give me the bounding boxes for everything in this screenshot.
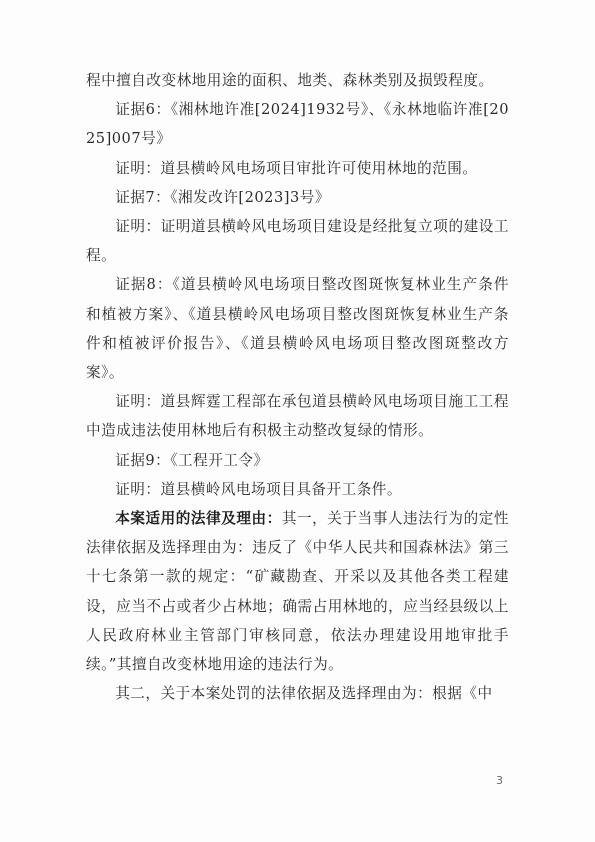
paragraph-evidence-9: 证据9：《工程开工令》 <box>115 451 269 469</box>
paragraph-applicable-law <box>86 504 509 679</box>
applicable-law-text: 其一，关于当事人违法行为的定性法律依据及选择理由为：违反了《中华人民共和国森林法》第三十七条第一款的规定：“矿藏勘查、开采以及其他各类工程建设，应当不占或者少占林地；确需占用林地的，应当经县级以上人民政府林业主管部门审核同意，依法办理建设用地审批手续。”其擅自改变林地用途的违法行为。 <box>86 510 509 674</box>
paragraph-evidence-8: 证据8：《道县横岭风电场项目整改图斑恢复林业生产条件和植被方案》、《道县横岭风电场项目整改图斑恢复林业生产条件和植被评价报告》、《道县横岭风电场项目整改图斑整改方案》。 <box>86 276 509 382</box>
paragraph-proof-9: 证明：道县横岭风电场项目具备开工条件。 <box>115 480 402 498</box>
paragraph-proof-8: 证明：道县辉霆工程部在承包道县横岭风电场项目施工工程中造成违法使用林地后有积极主动整改复绿的情形。 <box>86 393 509 440</box>
paragraph-evidence-6: 证据6：《湘林地许准[2024]1932号》、《永林地临许准[2025]007号》 <box>86 101 509 148</box>
page-number: 3 <box>496 774 503 787</box>
paragraph-proof-7: 证明：证明道县横岭风电场项目建设是经批复立项的建设工程。 <box>86 218 509 265</box>
document-body <box>86 66 509 708</box>
applicable-law-heading: 本案适用的法律及理由： <box>115 510 282 528</box>
paragraph-continuation: 程中擅自改变林地用途的面积、地类、森林类别及损毁程度。 <box>86 72 494 89</box>
paragraph-evidence-7: 证据7：《湘发改许[2023]3号》 <box>115 188 330 206</box>
paragraph-penalty-basis: 其二，关于本案处罚的法律依据及选择理由为：根据《中 <box>115 685 493 703</box>
paragraph-proof-6: 证明：道县横岭风电场项目审批许可使用林地的范围。 <box>115 159 478 177</box>
